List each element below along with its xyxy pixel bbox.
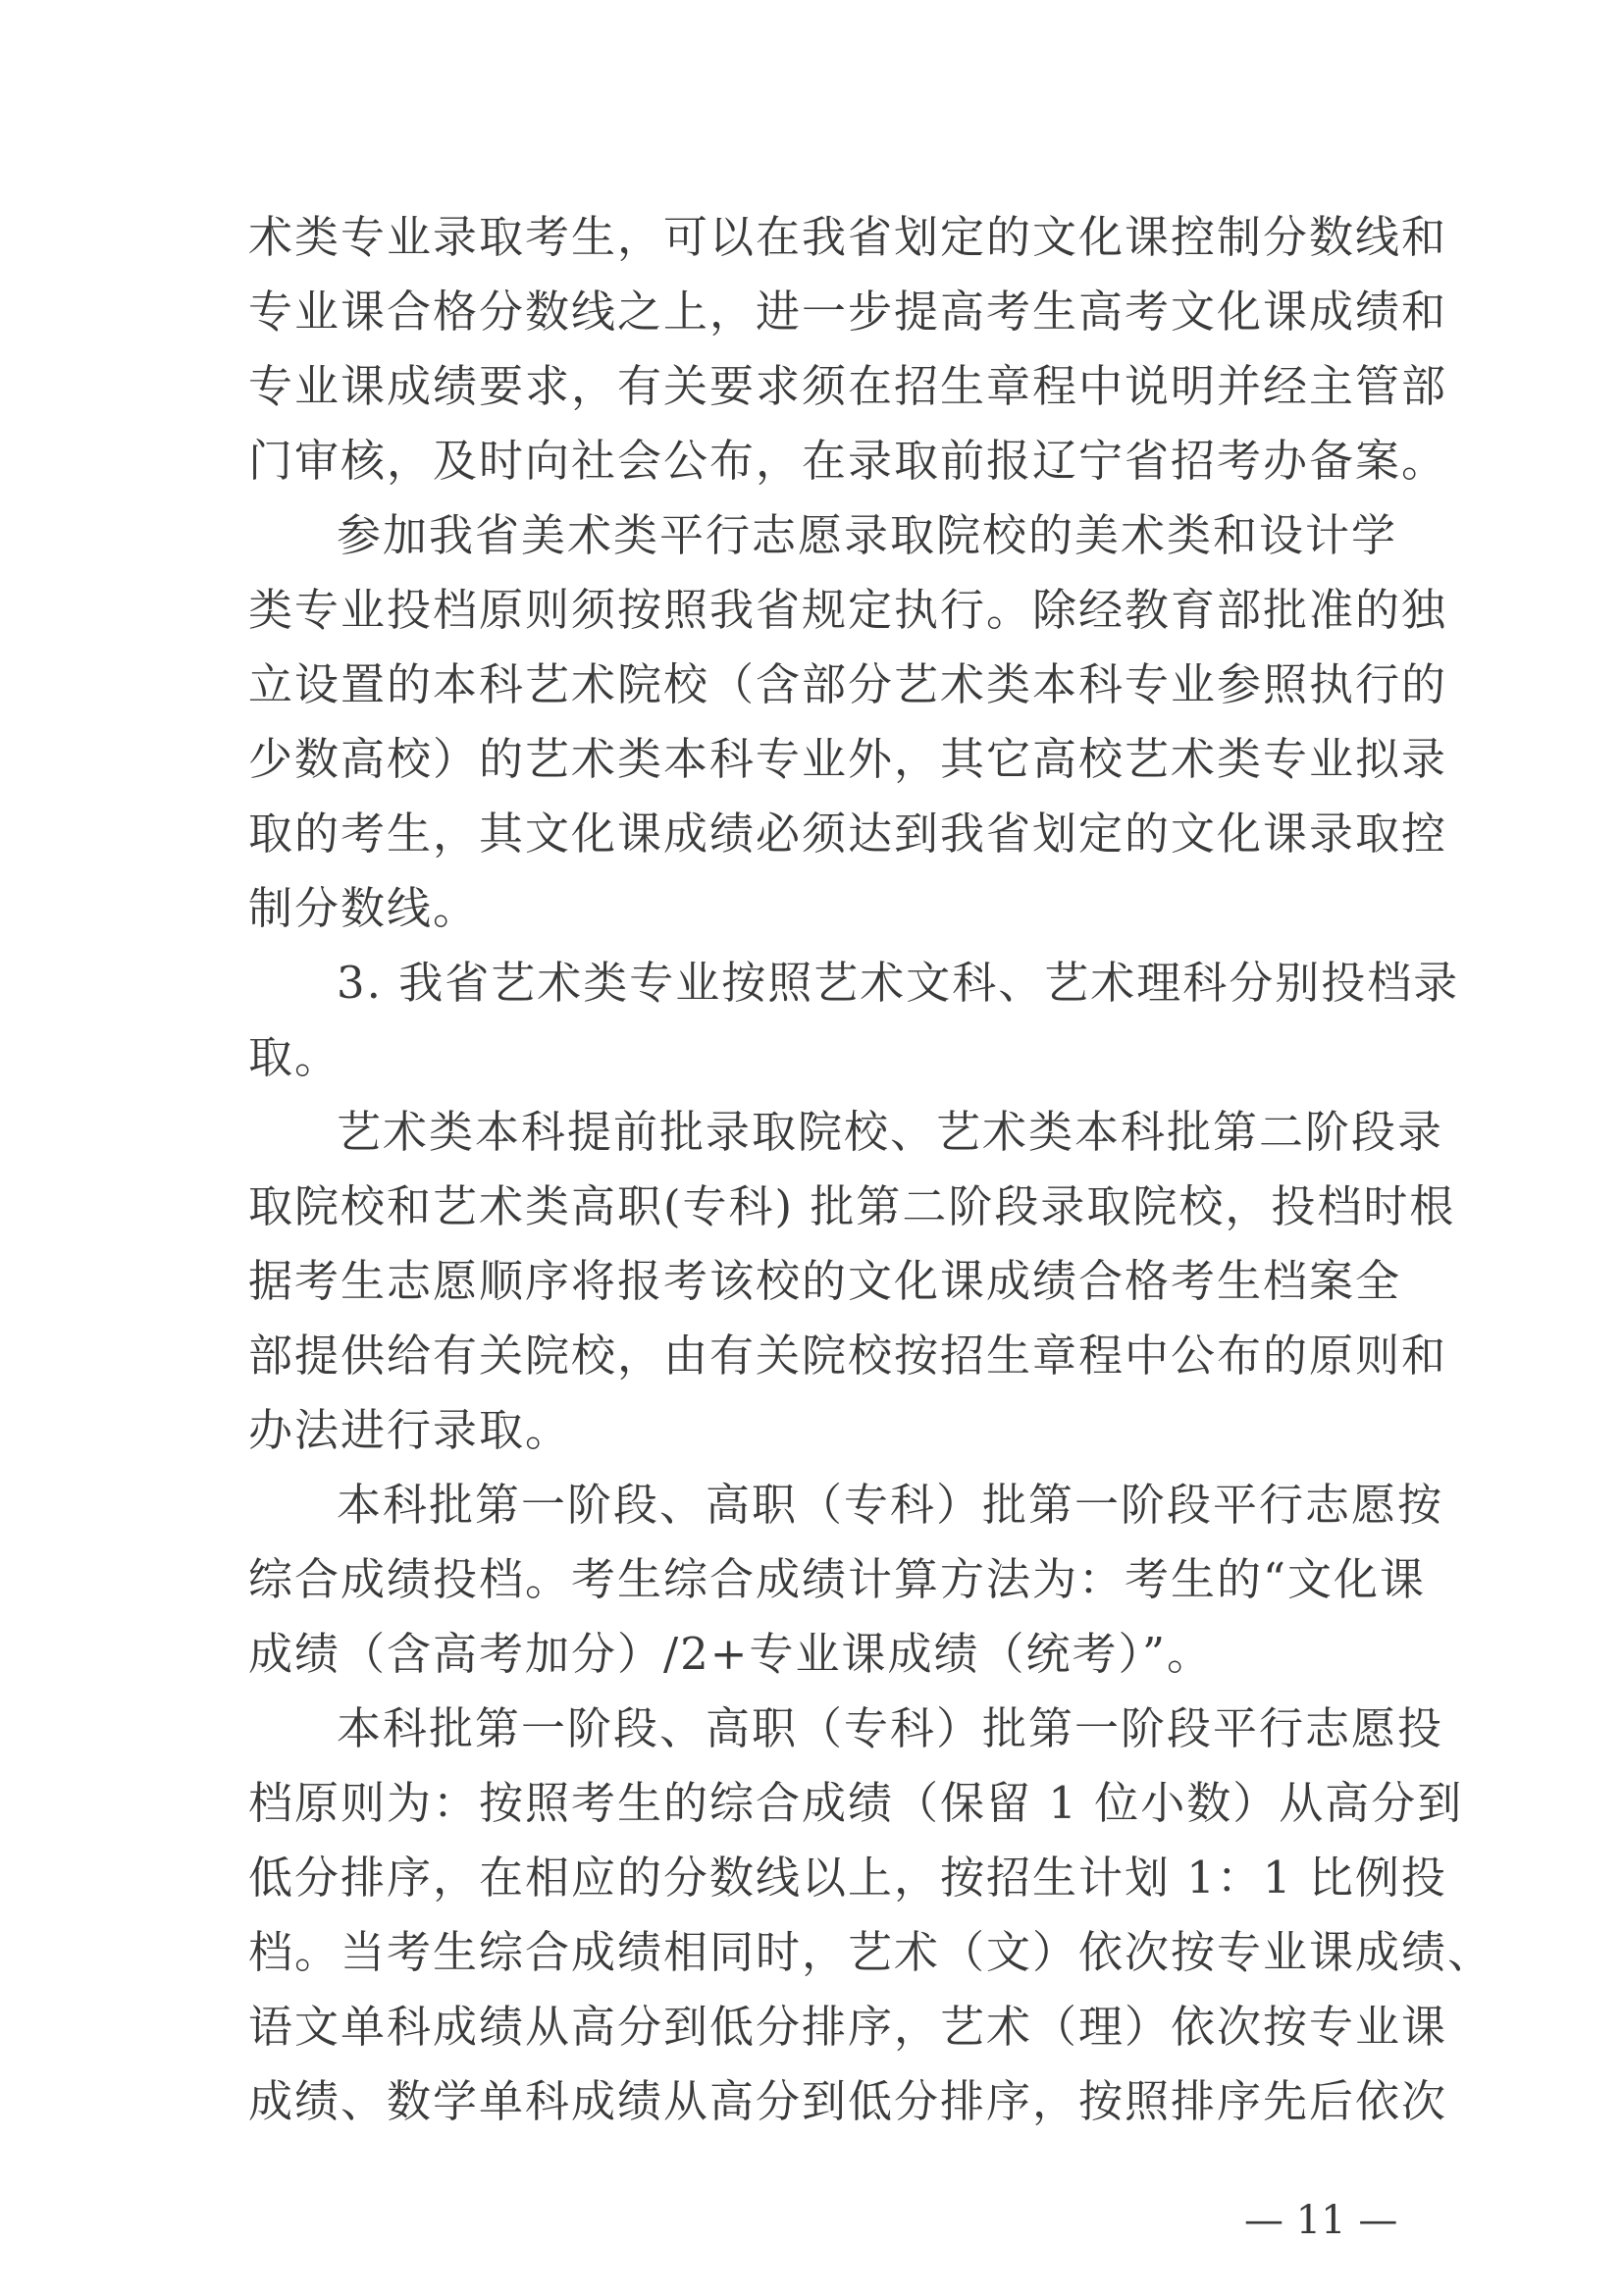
paragraph-line: 取。: [248, 1031, 341, 1083]
paragraph-line: 类专业投档原则须按照我省规定执行。除经教育部批准的独: [248, 584, 1448, 636]
paragraph-line: 档。当考生综合成绩相同时，艺术（文）依次按专业课成绩、: [248, 1926, 1494, 1978]
paragraph-line: 成绩（含高考加分）/2+专业课成绩（统考）”。: [248, 1628, 1214, 1680]
paragraph-line: 本科批第一阶段、高职（专科）批第一阶段平行志愿投: [337, 1702, 1444, 1754]
paragraph-line: 门审核，及时向社会公布，在录取前报辽宁省招考办备案。: [248, 435, 1448, 487]
page-number: — 11 —: [1244, 2198, 1398, 2243]
paragraph-line: 部提供给有关院校，由有关院校按招生章程中公布的原则和: [248, 1330, 1448, 1382]
paragraph-line: 艺术类本科提前批录取院校、艺术类本科批第二阶段录: [337, 1106, 1444, 1158]
paragraph-line: 本科批第一阶段、高职（专科）批第一阶段平行志愿按: [337, 1479, 1444, 1531]
paragraph-line: 语文单科成绩从高分到低分排序，艺术（理）依次按专业课: [248, 2001, 1448, 2053]
paragraph-line: 专业课成绩要求，有关要求须在招生章程中说明并经主管部: [248, 360, 1448, 412]
paragraph-line: 档原则为：按照考生的综合成绩（保留 1 位小数）从高分到: [248, 1777, 1464, 1829]
paragraph-line: 取的考生，其文化课成绩必须达到我省划定的文化课录取控: [248, 808, 1448, 860]
paragraph-line: 立设置的本科艺术院校（含部分艺术类本科专业参照执行的: [248, 658, 1448, 710]
paragraph-line: 专业课合格分数线之上，进一步提高考生高考文化课成绩和: [248, 286, 1448, 338]
paragraph-line: 少数高校）的艺术类本科专业外，其它高校艺术类专业拟录: [248, 733, 1448, 785]
paragraph-line: 成绩、数学单科成绩从高分到低分排序，按照排序先后依次: [248, 2075, 1448, 2127]
paragraph-line: 3. 我省艺术类专业按照艺术文科、艺术理科分别投档录: [337, 957, 1460, 1009]
paragraph-line: 取院校和艺术类高职(专科) 批第二阶段录取院校，投档时根: [248, 1180, 1456, 1232]
paragraph-line: 术类专业录取考生，可以在我省划定的文化课控制分数线和: [248, 211, 1448, 263]
paragraph-line: 参加我省美术类平行志愿录取院校的美术类和设计学: [337, 509, 1398, 561]
paragraph-line: 据考生志愿顺序将报考该校的文化课成绩合格考生档案全: [248, 1255, 1402, 1307]
paragraph-line: 低分排序，在相应的分数线以上，按招生计划 1：1 比例投: [248, 1852, 1447, 1904]
paragraph-line: 办法进行录取。: [248, 1404, 572, 1456]
paragraph-line: 制分数线。: [248, 882, 480, 934]
paragraph-line: 综合成绩投档。考生综合成绩计算方法为：考生的“文化课: [248, 1553, 1427, 1605]
